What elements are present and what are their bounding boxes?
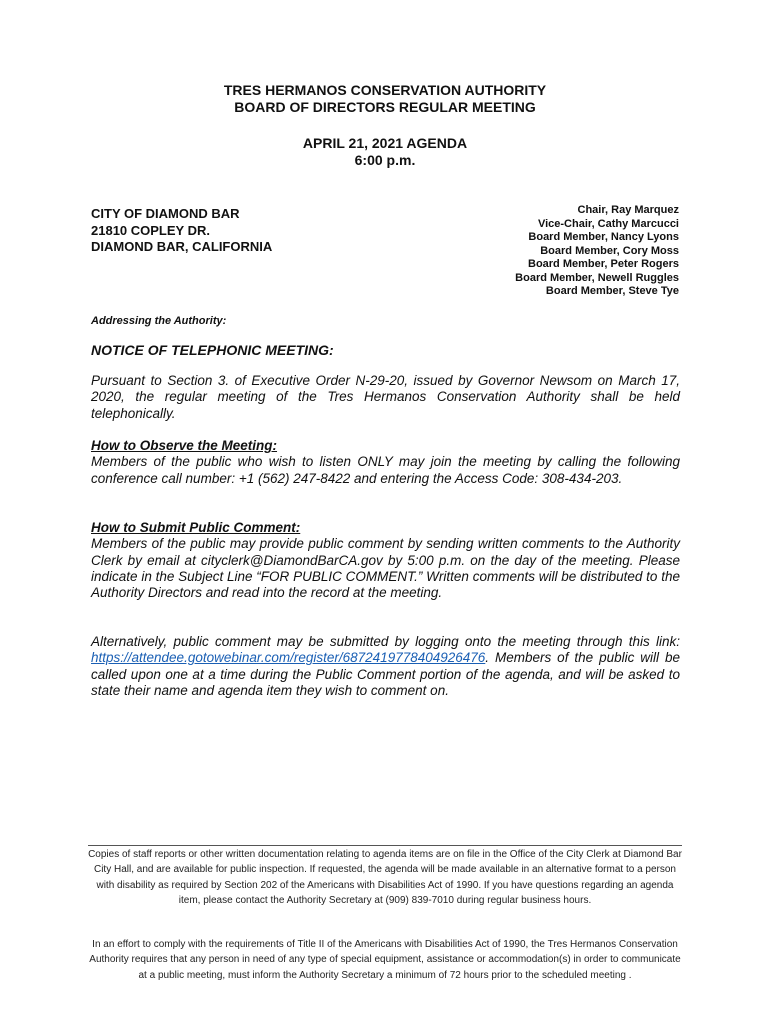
address-line-1: CITY OF DIAMOND BAR: [91, 206, 240, 221]
webinar-link[interactable]: https://attendee.gotowebinar.com/register/6872419778404926476: [91, 650, 486, 666]
footer-divider: [88, 845, 682, 846]
board-member: Board Member, Cory Moss: [540, 244, 679, 257]
title-block: [0, 82, 770, 116]
board-member: Chair, Ray Marquez: [577, 204, 679, 216]
footer-ada-notice: In an effort to comply with the requirements of Title II of the Americans with Disabilities Act of 1990, the Tres Hermanos Conservation Authority requires that any person in need of any type of special equipment, assistance or accommodation(s) in order to communicate at a public meeting, must inform the Authority Secretary a minimum of 72 hours prior to the scheduled meeting .: [89, 939, 681, 981]
agenda-date: APRIL 21, 2021 AGENDA: [302, 135, 468, 151]
notice-heading: NOTICE OF TELEPHONIC MEETING:: [91, 342, 334, 358]
meeting-title: BOARD OF DIRECTORS REGULAR MEETING: [234, 99, 536, 115]
observe-section: [91, 438, 680, 487]
board-member: Vice-Chair, Cathy Marcucci: [537, 217, 679, 230]
observe-heading: How to Observe the Meeting:: [91, 438, 278, 453]
alt-text-after: . Members of the public will be called upon one at a time during the Public Comment portion of the agenda, and will be asked to state their name and agenda item they wish to comment on.: [91, 650, 680, 698]
agenda-time: 6:00 p.m.: [354, 152, 416, 168]
meeting-address: [91, 206, 272, 256]
address-line-2: 21810 COPLEY DR.: [91, 222, 210, 238]
comment-heading: How to Submit Public Comment:: [91, 520, 301, 535]
alternative-comment: [91, 634, 680, 699]
date-block: [0, 135, 770, 169]
observe-text: Members of the public who wish to listen ONLY may join the meeting by calling the following conference call number: +1 (562) 247-8422 and entering the Access Code: 308-434-203.: [91, 454, 680, 486]
comment-text: Members of the public may provide public comment by sending written comments to the Authority Clerk by email at cityclerk@DiamondBarCA.gov by 5:00 p.m. on the day of the meeting. Please indicate in the Subject Line “FOR PUBLIC COMMENT.” Written comments will be distributed to the Authority Directors and read into the record at the meeting.: [91, 536, 680, 601]
organization-title: TRES HERMANOS CONSERVATION AUTHORITY: [223, 82, 547, 98]
board-member: Board Member, Steve Tye: [545, 285, 679, 297]
address-line-3: DIAMOND BAR, CALIFORNIA: [91, 239, 273, 254]
board-member-list: [515, 204, 679, 299]
board-member: Board Member, Newell Ruggles: [515, 271, 679, 284]
footer-staff-reports: Copies of staff reports or other written documentation relating to agenda items are on file in the Office of the City Clerk at Diamond Bar City Hall, and are available for public inspection. If requested, the agenda will be made available in an alternative format to a person with disability as required by Section 202 of the Americans with Disabilities Act of 1990. If you have questions regarding an agenda item, please contact the Authority Secretary at (909) 839-7010 during regular business hours.: [88, 849, 682, 906]
alt-text-before: Alternatively, public comment may be submitted by logging onto the meeting through this link:: [91, 634, 680, 649]
board-member: Board Member, Nancy Lyons: [528, 231, 679, 243]
comment-section: [91, 520, 680, 601]
addressing-label: Addressing the Authority:: [91, 315, 227, 327]
board-member: Board Member, Peter Rogers: [528, 258, 679, 270]
notice-intro: Pursuant to Section 3. of Executive Order N-29-20, issued by Governor Newsom on March 17, 2020, the regular meeting of the Tres Hermanos Conservation Authority shall be held telephonically.: [91, 373, 680, 421]
